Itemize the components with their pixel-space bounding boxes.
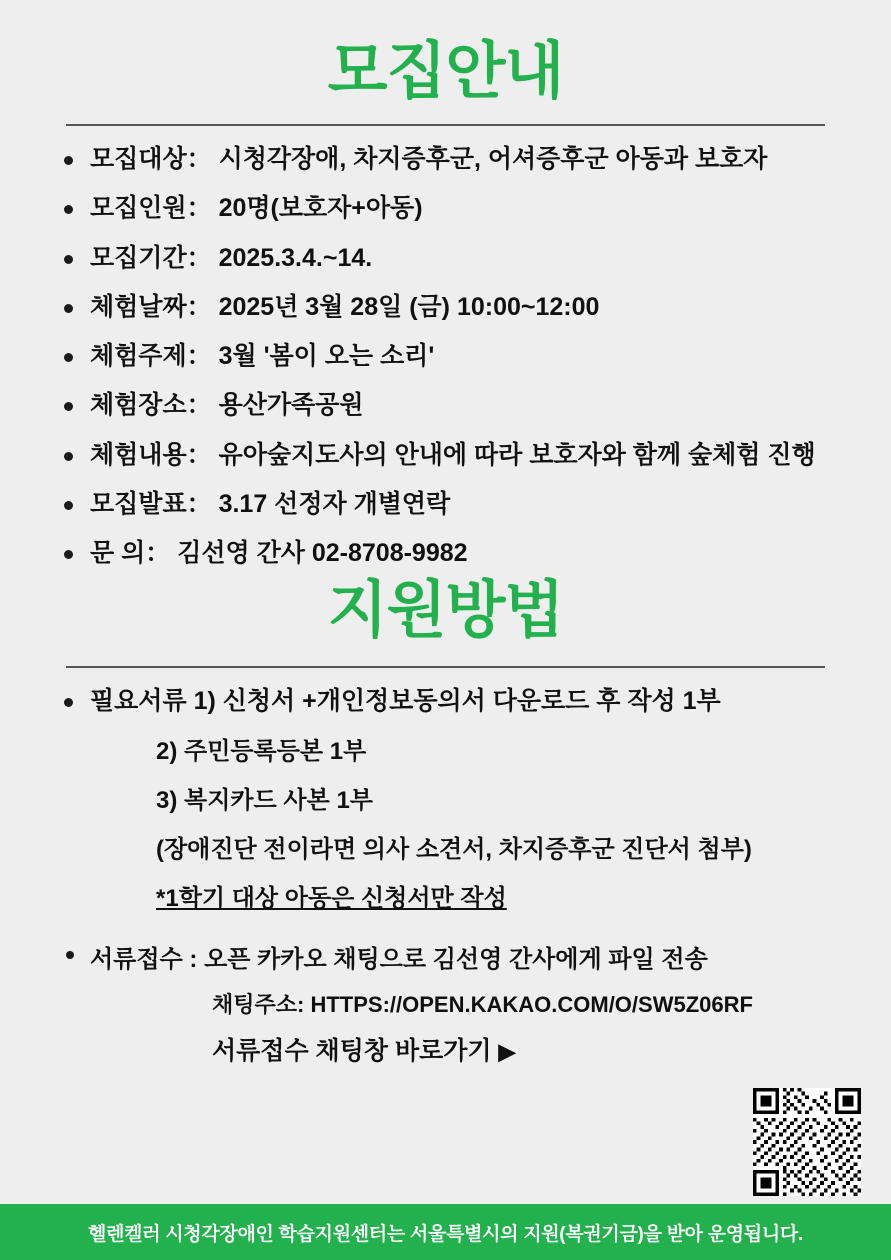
list-item <box>52 341 839 372</box>
documents-label: 필요서류 <box>90 686 187 715</box>
document-note-diagnosis: (장애진단 전이라면 의사 소견서, 차지증후군 진단서 첨부) <box>156 835 752 863</box>
recruit-item-separator: ： <box>186 489 212 518</box>
apply-section-title: 지원방법 <box>327 576 564 646</box>
chat-address-label: 채팅주소: <box>212 991 305 1017</box>
list-item <box>52 193 839 224</box>
recruit-item-separator: ： <box>186 292 212 321</box>
chat-address-row <box>52 988 839 1019</box>
recruit-item-separator: ： <box>186 194 212 223</box>
document-note-semester <box>52 878 839 913</box>
recruit-item-value: 2025년 3월 28일 (금) 10:00~12:00 <box>218 292 600 321</box>
list-item <box>52 292 839 323</box>
recruit-item-value: 2025.3.4.~14. <box>218 243 373 272</box>
footer-banner <box>0 1204 891 1260</box>
recruit-info-list <box>52 144 839 569</box>
recruit-item-value: 3.17 선정자 개별연락 <box>218 489 451 518</box>
recruit-item-label: 체험날짜 <box>90 292 187 321</box>
list-item <box>52 686 839 717</box>
chat-link-label: 서류접수 채팅창 바로가기 <box>212 1036 492 1065</box>
recruit-item-value: 시청각장애, 차지증후군, 어셔증후군 아동과 보호자 <box>218 145 768 174</box>
divider-line-bottom <box>66 666 825 668</box>
list-item <box>52 489 839 520</box>
recruit-item-value: 20명(보호자+아동) <box>218 194 423 223</box>
list-item <box>52 538 839 569</box>
document-item-3: 3) 복지카드 사본 1부 <box>156 786 373 814</box>
recruit-item-label: 체험주제 <box>90 342 187 371</box>
recruit-item-label: 체험장소 <box>90 391 187 420</box>
recruit-item-label: 모집기간 <box>90 243 187 272</box>
recruit-item-label: 체험내용 <box>90 440 187 469</box>
chat-link-button[interactable] <box>52 1031 839 1067</box>
recruit-item-value: 용산가족공원 <box>218 391 364 420</box>
recruit-item-separator: ： <box>145 539 171 568</box>
recruit-item-separator: ： <box>186 440 212 469</box>
list-item <box>52 243 839 274</box>
submission-method: 서류접수 : 오픈 카카오 채팅으로 김선영 간사에게 파일 전송 <box>52 939 839 974</box>
divider-line-top <box>66 124 825 126</box>
qr-code-icon[interactable] <box>753 1088 861 1196</box>
recruit-item-value: 김선영 간사 02-8708-9982 <box>177 539 468 568</box>
recruit-section-title: 모집안내 <box>327 37 564 106</box>
recruit-item-label: 모집발표 <box>90 489 187 518</box>
qr-code-svg <box>753 1088 861 1196</box>
recruit-item-separator: ： <box>186 145 212 174</box>
recruit-item-separator: ： <box>186 243 212 272</box>
recruit-item-label: 문 의 <box>90 539 146 568</box>
document-note-semester-text: *1학기 대상 아동은 신청서만 작성 <box>156 884 507 912</box>
recruit-item-label: 모집대상 <box>90 145 187 174</box>
document-item-2: 2) 주민등록등본 1부 <box>156 737 367 765</box>
recruit-item-label: 모집인원 <box>90 194 187 223</box>
list-item <box>52 144 839 175</box>
required-documents-list <box>52 686 839 717</box>
recruit-item-separator: ： <box>186 391 212 420</box>
recruit-item-separator: ： <box>186 342 212 371</box>
arrow-right-icon: ▶ <box>498 1038 516 1064</box>
document-item-1: 1) 신청서 +개인정보동의서 다운로드 후 작성 1부 <box>193 686 721 715</box>
recruit-item-value: 유아숲지도사의 안내에 따라 보호자와 함께 숲체험 진행 <box>218 440 816 469</box>
list-item <box>52 390 839 421</box>
footer-text: 헬렌켈러 시청각장애인 학습지원센터는 서울특별시의 지원(복권기금)을 받아 운영됩니다. <box>88 1223 803 1245</box>
chat-address-url: HTTPS://OPEN.KAKAO.COM/O/SW5Z06RF <box>310 991 753 1017</box>
list-item <box>52 440 839 471</box>
recruit-item-value: 3월 '봄이 오는 소리' <box>218 342 435 371</box>
